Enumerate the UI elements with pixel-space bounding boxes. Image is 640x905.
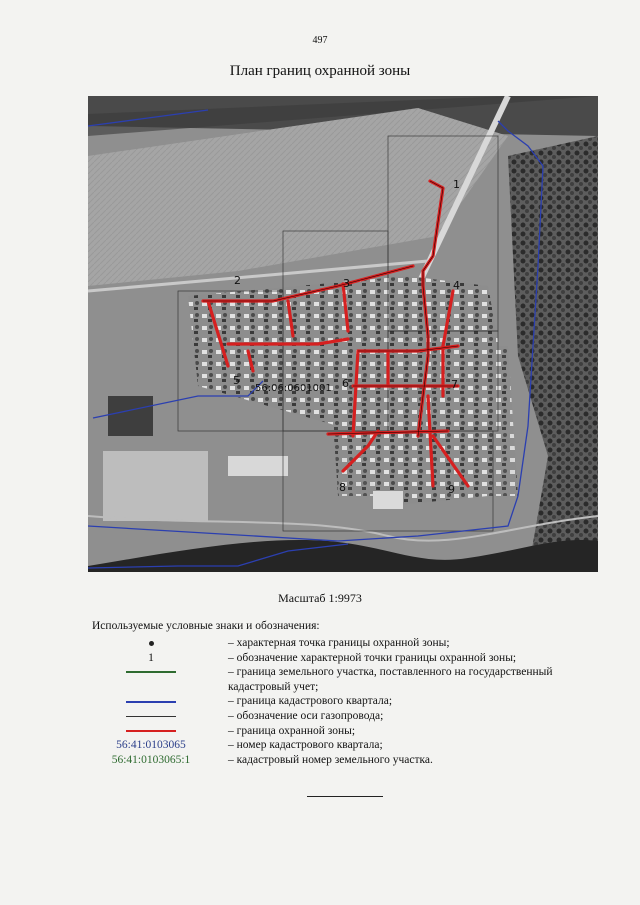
point-label-6: 6: [342, 377, 349, 390]
point-label-7: 7: [451, 378, 458, 391]
legend-symbol-text: 56:41:0103065: [116, 739, 186, 752]
point-label-9: 9: [448, 483, 455, 496]
legend-desc: – граница охранной зоны;: [228, 724, 356, 737]
legend-row-pipeline-axis: [92, 709, 612, 724]
legend-row-plot-number: [92, 753, 612, 768]
page-title: План границ охранной зоны: [229, 63, 411, 79]
legend: [92, 636, 612, 767]
cadastral-quarter-label: 56:06:0601001: [255, 383, 332, 394]
legend-symbol-text: 1: [148, 651, 154, 664]
legend-row-quarter-number: [92, 738, 612, 753]
point-label-4: 4: [453, 279, 460, 292]
point-label-5: 5: [233, 374, 240, 387]
legend-desc: – граница земельного участка, поставленного на государственный кадастровый учет;: [228, 666, 553, 693]
point-marker-icon: [149, 641, 154, 646]
red-line-icon: [126, 730, 176, 732]
point-label-2: 2: [234, 274, 241, 287]
legend-row-land-plot: [92, 665, 612, 694]
point-label-8: 8: [339, 481, 346, 494]
blue-line-icon: [126, 701, 176, 703]
point-label-3: 3: [343, 277, 350, 290]
legend-desc: – обозначение оси газопровода;: [228, 709, 384, 722]
point-label-1: 1: [453, 178, 460, 191]
legend-desc: – граница кадастрового квартала;: [228, 695, 393, 708]
legend-desc: – номер кадастрового квартала;: [228, 739, 383, 752]
page-number: 497: [312, 35, 328, 46]
legend-desc: – характерная точка границы охранной зоны;: [228, 637, 450, 649]
legend-row-cadastral-quarter: [92, 694, 612, 709]
legend-desc: – кадастровый номер земельного участка.: [228, 753, 433, 766]
legend-row-point: [92, 636, 612, 651]
legend-symbol-text: 56:41:0103065:1: [111, 753, 191, 766]
map-canvas: [88, 96, 598, 572]
legend-heading: Используемые условные знаки и обозначения:: [92, 620, 320, 632]
boundary-plan-map: [88, 96, 598, 572]
green-line-icon: [126, 671, 176, 673]
legend-row-protection-zone: [92, 724, 612, 739]
legend-desc: – обозначение характерной точки границы охранной зоны;: [228, 651, 517, 664]
map-scale: Масштаб 1:9973: [278, 591, 362, 605]
black-line-icon: [126, 716, 176, 717]
legend-row-point-label: [92, 651, 612, 666]
footer-rule: [307, 796, 383, 797]
